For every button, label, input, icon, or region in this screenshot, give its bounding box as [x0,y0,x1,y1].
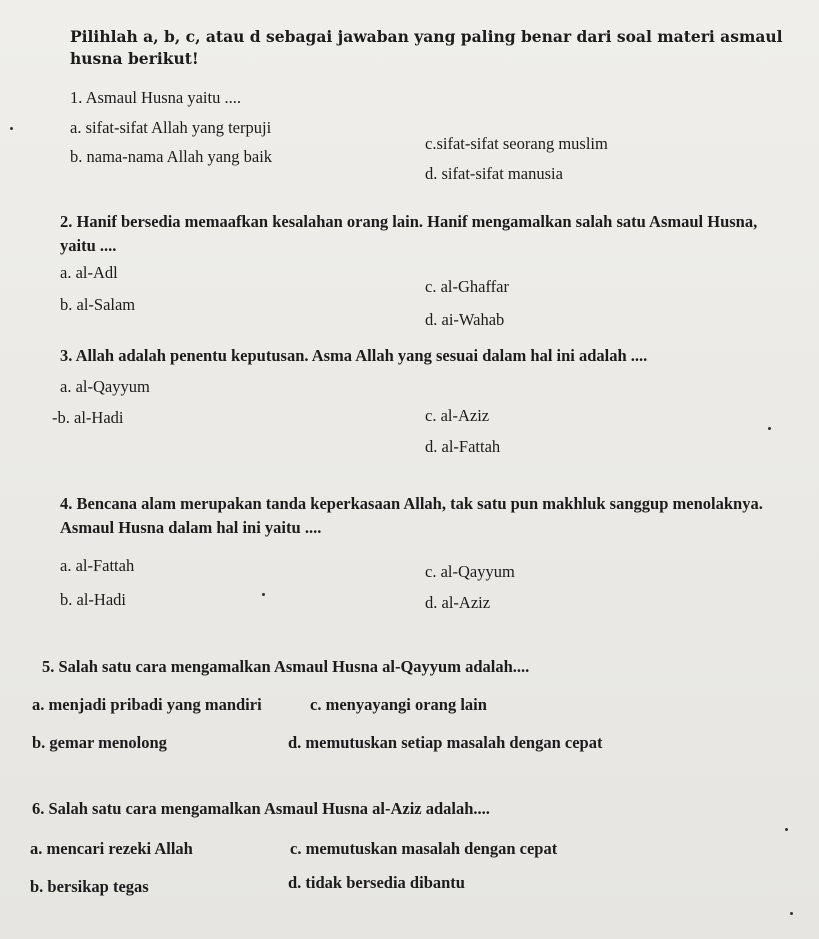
paper-speck [785,828,788,831]
paper-speck [10,127,13,130]
question-2-text: 2. Hanif bersedia memaafkan kesalahan orang lain. Hanif mengamalkan salah satu Asmaul Husna, yaitu .... [60,212,758,255]
question-1-text: 1. Asmaul Husna yaitu .... [70,88,241,107]
question-2-option-b: b. al-Salam [60,295,136,314]
question-2-option-a: a. al-Adl [60,263,118,282]
question-5-option-c: c. menyayangi orang lain [310,695,487,714]
question-5-text: 5. Salah satu cara mengamalkan Asmaul Husna al-Qayyum adalah.... [42,657,530,676]
question-4-option-c: c. al-Qayyum [425,562,515,581]
question-3-text: 3. Allah adalah penentu keputusan. Asma Allah yang sesuai dalam hal ini adalah .... [60,346,648,365]
question-5-option-a: a. menjadi pribadi yang mandiri [32,695,262,714]
question-2-option-c: c. al-Ghaffar [425,277,509,296]
question-6-option-a: a. mencari rezeki Allah [30,839,193,858]
question-1-option-a: a. sifat-sifat Allah yang terpuji [70,118,272,137]
question-1-option-d: d. sifat-sifat manusia [425,164,563,183]
question-4-text: 4. Bencana alam merupakan tanda keperkasaan Allah, tak satu pun makhluk sanggup menolaknya. Asmaul Husna dalam hal ini yaitu .... [60,494,763,537]
question-3-option-b: -b. al-Hadi [52,408,124,427]
question-5-option-d: d. memutuskan setiap masalah dengan cepat [288,733,603,752]
question-2-option-d: d. ai-Wahab [425,310,505,329]
question-6-option-b: b. bersikap tegas [30,877,149,896]
paper-speck [768,427,771,430]
question-5-option-b: b. gemar menolong [32,733,167,752]
question-1-option-c: c.sifat-sifat seorang muslim [425,134,608,153]
question-6-option-d: d. tidak bersedia dibantu [288,873,465,892]
question-4-option-a: a. al-Fattah [60,556,135,575]
question-1-option-b: b. nama-nama Allah yang baik [70,147,273,166]
question-3-option-a: a. al-Qayyum [60,377,150,396]
question-4-option-d: d. al-Aziz [425,593,491,612]
question-3-option-d: d. al-Fattah [425,437,501,456]
paper-speck [790,912,793,915]
question-6-option-c: c. memutuskan masalah dengan cepat [290,839,558,858]
question-3-option-c: c. al-Aziz [425,406,490,425]
question-4-option-b: b. al-Hadi [60,590,126,609]
paper-speck [262,593,265,596]
instruction-text: Pilihlah a, b, c, atau d sebagai jawaban yang paling benar dari soal materi asmaul husna berikut! [70,27,783,68]
question-6-text: 6. Salah satu cara mengamalkan Asmaul Husna al-Aziz adalah.... [32,799,490,818]
